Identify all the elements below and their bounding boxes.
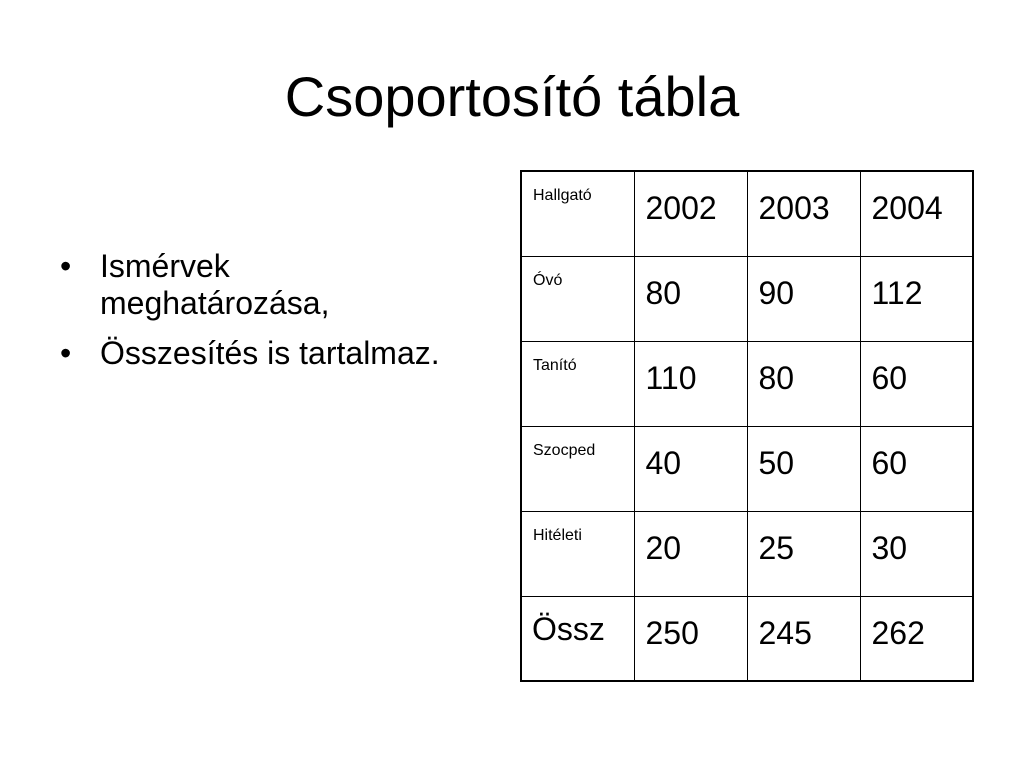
table-cell: 20 <box>634 511 747 596</box>
table-row <box>521 256 973 341</box>
bullet-list <box>60 248 440 385</box>
bullet-item <box>60 335 440 372</box>
bullet-text: Összesítés is tartalmaz. <box>100 335 440 371</box>
total-cell: 262 <box>860 596 973 681</box>
table-cell: 110 <box>634 341 747 426</box>
table-total-row <box>521 596 973 681</box>
table-cell: 90 <box>747 256 860 341</box>
table-cell: 40 <box>634 426 747 511</box>
bullet-icon: • <box>60 248 72 284</box>
row-label: Tanító <box>521 341 634 426</box>
total-cell: 245 <box>747 596 860 681</box>
bullet-icon: • <box>60 335 72 371</box>
table-header-year: 2003 <box>747 171 860 256</box>
row-label: Hitéleti <box>521 511 634 596</box>
table-cell: 112 <box>860 256 973 341</box>
table-header-row <box>521 171 973 256</box>
table-header-year: 2004 <box>860 171 973 256</box>
table-cell: 25 <box>747 511 860 596</box>
bullet-text: Ismérvek meghatározása, <box>100 248 330 321</box>
table-cell: 80 <box>747 341 860 426</box>
table-row <box>521 341 973 426</box>
row-label: Óvó <box>521 256 634 341</box>
table-row <box>521 426 973 511</box>
bullet-item <box>60 248 440 322</box>
total-cell: 250 <box>634 596 747 681</box>
table-cell: 60 <box>860 341 973 426</box>
grouping-table <box>520 170 974 682</box>
table-row <box>521 511 973 596</box>
table-header-year: 2002 <box>634 171 747 256</box>
table-header-label: Hallgató <box>521 171 634 256</box>
table-cell: 50 <box>747 426 860 511</box>
total-label: Össz <box>521 596 634 681</box>
table-cell: 30 <box>860 511 973 596</box>
table-cell: 80 <box>634 256 747 341</box>
slide-title: Csoportosító tábla <box>284 65 740 128</box>
table-cell: 60 <box>860 426 973 511</box>
row-label: Szocped <box>521 426 634 511</box>
